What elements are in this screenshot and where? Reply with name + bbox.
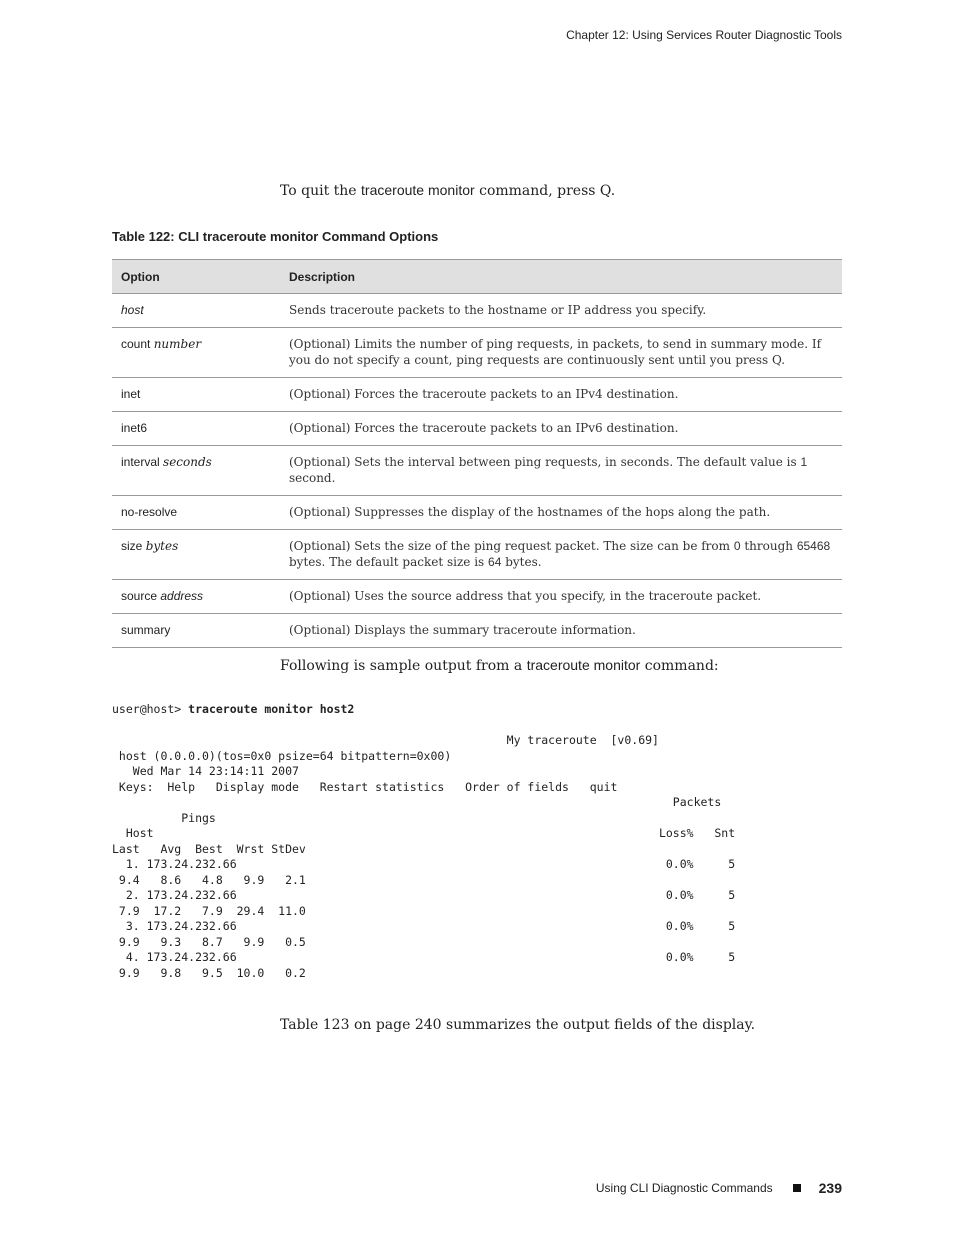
table-header-row: [112, 260, 842, 294]
description-cell: (Optional) Limits the number of ping requests, in packets, to send in summary mode. If you do not specify a count, ping requests are continuously sent until you press Q.: [280, 328, 842, 378]
option-cell: inet6: [112, 412, 280, 446]
option-cell: [112, 446, 280, 496]
option-arg: bytes: [145, 539, 179, 553]
description-cell: (Optional) Suppresses the display of the hostnames of the hops along the path.: [280, 496, 842, 530]
description-text: (Optional) Sets the interval between ping requests, in seconds. The default value is: [289, 455, 801, 469]
table-caption: Table 122: CLI traceroute monitor Command Options: [112, 229, 439, 244]
description-cell: (Optional) Forces the traceroute packets to an IPv6 destination.: [280, 412, 842, 446]
table-row: [112, 446, 842, 496]
description-cell: (Optional) Uses the source address that you specify, in the traceroute packet.: [280, 580, 842, 614]
intro-text: To quit the: [280, 183, 362, 199]
sample-intro-command: traceroute monitor: [526, 657, 641, 673]
option-cell: [112, 294, 280, 328]
description-cell: (Optional) Displays the summary traceroute information.: [280, 614, 842, 648]
table-row: [112, 294, 842, 328]
intro-text-end: command, press Q.: [474, 183, 616, 199]
description-cell: (Optional) Forces the traceroute packets to an IPv4 destination.: [280, 378, 842, 412]
option-cell: [112, 580, 280, 614]
table-row: [112, 496, 842, 530]
option-name: source: [121, 589, 161, 603]
description-cell: Sends traceroute packets to the hostname or IP address you specify.: [280, 294, 842, 328]
footer-section: Using CLI Diagnostic Commands: [595, 1181, 773, 1195]
page-number: 239: [818, 1180, 842, 1196]
description-text: second.: [289, 471, 336, 485]
options-table: [112, 259, 842, 648]
option-arg: address: [160, 589, 204, 603]
cli-command: traceroute monitor host2: [188, 702, 355, 716]
cli-prompt: [112, 702, 354, 716]
summary-paragraph: Table 123 on page 240 summarizes the output fields of the display.: [280, 1017, 756, 1033]
option-cell: summary: [112, 614, 280, 648]
description-value: 64: [488, 555, 502, 569]
option-cell: no-resolve: [112, 496, 280, 530]
description-text: (Optional) Sets the size of the ping request packet. The size can be from: [289, 539, 734, 553]
sample-intro-paragraph: [280, 657, 719, 674]
sample-intro-text-end: command:: [640, 658, 719, 674]
sample-intro-text: Following is sample output from a: [280, 658, 527, 674]
table-row: [112, 378, 842, 412]
description-text: through: [740, 539, 797, 553]
column-header-description: Description: [280, 260, 842, 294]
option-cell: [112, 530, 280, 580]
description-cell: [280, 446, 842, 496]
running-header: Chapter 12: Using Services Router Diagnostic Tools: [566, 28, 842, 42]
description-text: bytes.: [501, 555, 542, 569]
description-value: 0: [733, 539, 741, 553]
description-cell: [280, 530, 842, 580]
option-cell: [112, 328, 280, 378]
intro-command: traceroute monitor: [361, 182, 475, 198]
description-value: 1: [800, 455, 808, 469]
table-row: [112, 530, 842, 580]
table-row: [112, 328, 842, 378]
option-name: count: [121, 337, 154, 351]
table-row: [112, 614, 842, 648]
square-bullet-icon: [793, 1184, 801, 1192]
option-name: interval: [121, 455, 164, 469]
table-row: [112, 412, 842, 446]
intro-paragraph: [280, 182, 615, 199]
table-row: [112, 580, 842, 614]
option-arg: host: [121, 303, 144, 317]
option-name: size: [121, 539, 146, 553]
option-arg: number: [153, 337, 202, 351]
cli-output: My traceroute [v0.69] host (0.0.0.0)(tos=0x0 psize=64 bitpattern=0x00) Wed Mar 14 23:14:11 2007 Keys: Help Display mode Restart statistics Order of fields quit Packets Pings Host Loss% Snt Last Avg Best Wrst StDev 1. 173.24.232.66 0.0% 5 9.4 8.6 4.8 9.9 2.1 2. 173.24.232.66 0.0% 5 7.9 17.2 7.9 29.4 11.0 3. 173.24.232.66 0.0% 5 9.9 9.3 8.7 9.9 0.5 4. 173.24.232.66 0.0% 5 9.9 9.8 9.5 10.0 0.2: [112, 733, 736, 980]
page-footer: [596, 1180, 842, 1196]
description-text: bytes. The default packet size is: [289, 555, 489, 569]
option-arg: seconds: [163, 455, 212, 469]
column-header-option: Option: [112, 260, 280, 294]
description-value: 65468: [796, 539, 831, 553]
cli-user: user@host>: [112, 702, 189, 716]
option-cell: inet: [112, 378, 280, 412]
